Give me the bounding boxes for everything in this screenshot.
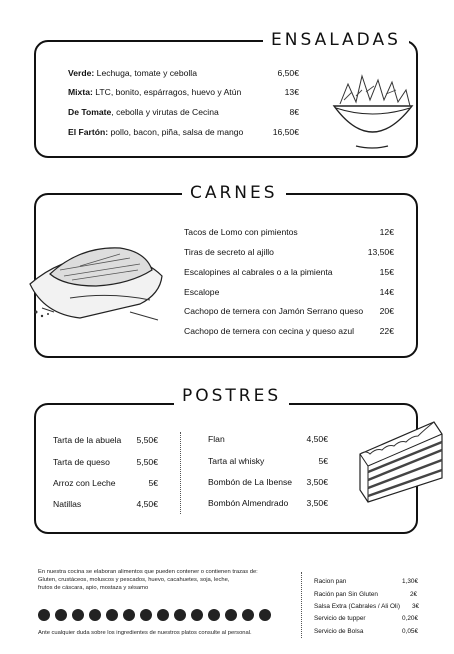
peanut-icon [106,609,118,621]
sesame-icon [208,609,220,621]
postre-price: 5€ [148,478,158,488]
ensalada-item: El Fartón: pollo, bacon, piña, salsa de mango [68,127,244,137]
ensalada-item: Verde: Lechuga, tomate y cebolla [68,68,197,78]
extra-item: Servicio de Bolsa [314,628,364,635]
mollusc-icon [259,609,271,621]
fish-icon [89,609,101,621]
footer-divider [301,572,302,638]
carne-price: 15€ [379,267,394,277]
extra-item: Ración pan Sin Gluten [314,591,378,598]
postre-price: 3,50€ [306,498,328,508]
postre-item: Tarta de queso [53,457,110,467]
steak-illustration [20,228,170,328]
column-divider [180,432,181,514]
ensalada-item: De Tomate, cebolla y virutas de Cecina [68,107,219,117]
extra-item: Racion pan [314,578,347,585]
egg-icon [72,609,84,621]
postre-price: 4,50€ [306,434,328,444]
carne-item: Escalope [184,287,220,297]
extra-item: Salsa Extra (Cabrales / Ali Oli) [314,603,400,610]
carne-item: Escalopines al cabrales o a la pimienta [184,267,333,277]
postres-title: POSTRES [174,386,289,406]
extra-price: 2€ [410,591,418,598]
ensalada-price: 6,50€ [277,68,299,78]
consult-notice: Ante cualquier duda sobre los ingredientes de nuestros platos consulte al personal. [38,630,252,636]
extra-price: 0,20€ [402,615,418,622]
extra-item: Servicio de tupper [314,615,366,622]
carne-price: 12€ [379,227,394,237]
lupin-icon [242,609,254,621]
postre-price: 5€ [318,456,328,466]
postre-price: 5,50€ [136,457,158,467]
crustacean-icon [55,609,67,621]
ensaladas-title: ENSALADAS [263,30,409,50]
postre-item: Bombón Almendrado [208,498,289,508]
carne-price: 22€ [379,326,394,336]
soy-icon [123,609,135,621]
sulphite-icon [225,609,237,621]
postre-price: 5,50€ [136,435,158,445]
postre-price: 3,50€ [306,477,328,487]
ensalada-price: 13€ [284,87,299,97]
postre-item: Tarta de la abuela [53,435,122,445]
ensalada-price: 16,50€ [272,127,299,137]
carne-price: 20€ [379,306,394,316]
allergen-notice: En nuestra cocina se elaboran alimentos que pueden contener o contienen trazas de: Gluten, crustáceos, moluscos y pescados, huevo, cacahuetes, soja, leche, frutos de cáscara, apio, mostaza y sésamo [38,569,258,591]
postre-item: Bombón de La Ibense [208,477,293,487]
carne-item: Tacos de Lomo con pimientos [184,227,298,237]
postre-item: Natillas [53,499,82,509]
postre-item: Flan [208,434,225,444]
carne-item: Tiras de secreto al ajillo [184,247,274,257]
carnes-title: CARNES [182,183,286,203]
celery-icon [174,609,186,621]
postre-item: Tarta al whisky [208,456,265,466]
carne-item: Cachopo de ternera con Jamón Serrano queso [184,306,364,316]
postre-price: 4,50€ [136,499,158,509]
salad-bowl-illustration [326,62,418,152]
ensalada-item: Mixta: LTC, bonito, espárragos, huevo y Atún [68,87,242,97]
extra-price: 1,30€ [402,578,418,585]
carne-price: 13,50€ [367,247,394,257]
nuts-icon [157,609,169,621]
mustard-icon [191,609,203,621]
extra-price: 3€ [412,603,420,610]
carne-item: Cachopo de ternera con cecina y queso azul [184,326,355,336]
postre-item: Arroz con Leche [53,478,116,488]
milk-icon [140,609,152,621]
ensalada-price: 8€ [289,107,299,117]
cake-slice-illustration [356,414,446,506]
carne-price: 14€ [379,287,394,297]
extra-price: 0,05€ [402,628,418,635]
gluten-icon [38,609,50,621]
